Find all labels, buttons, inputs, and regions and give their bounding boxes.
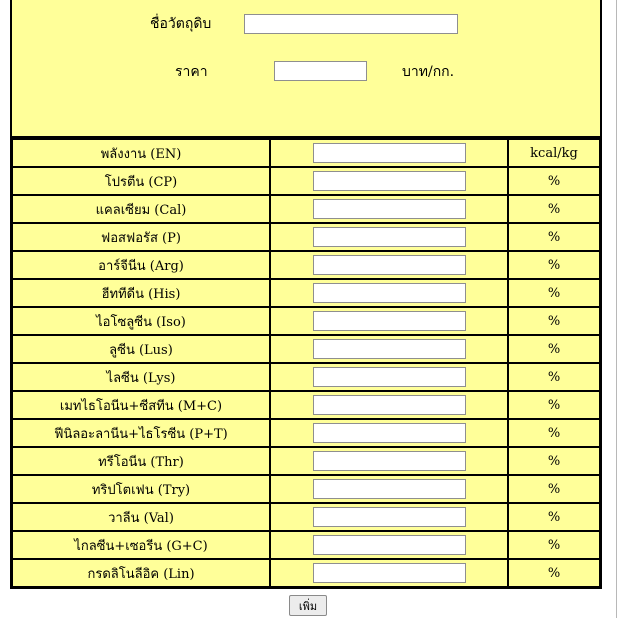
nutrient-input-cell — [270, 559, 508, 587]
nutrient-row — [12, 531, 600, 559]
nutrient-input-cell — [270, 167, 508, 195]
nutrient-value-input[interactable] — [313, 171, 466, 191]
nutrient-unit: kcal/kg — [508, 139, 600, 167]
nutrient-table — [10, 137, 602, 589]
nutrient-row — [12, 251, 600, 279]
nutrient-row — [12, 279, 600, 307]
nutrient-input-cell — [270, 139, 508, 167]
nutrient-label: ฟีนิลอะลานีน+ไธโรซีน (P+T) — [12, 419, 270, 447]
window-edge — [616, 0, 617, 618]
nutrient-unit: % — [508, 475, 600, 503]
nutrient-row — [12, 503, 600, 531]
nutrient-label: ฟอสฟอรัส (P) — [12, 223, 270, 251]
nutrient-label: ไกลซีน+เซอรีน (G+C) — [12, 531, 270, 559]
nutrient-input-cell — [270, 447, 508, 475]
price-label: ราคา — [175, 64, 208, 80]
nutrient-value-input[interactable] — [313, 339, 466, 359]
nutrient-value-input[interactable] — [313, 199, 466, 219]
nutrient-label: ทริปโตเฟน (Try) — [12, 475, 270, 503]
nutrient-label: วาลีน (Val) — [12, 503, 270, 531]
nutrient-row — [12, 475, 600, 503]
nutrient-label: กรดลิโนลีอิค (Lin) — [12, 559, 270, 587]
nutrient-label: ทรีโอนีน (Thr) — [12, 447, 270, 475]
nutrient-unit: % — [508, 363, 600, 391]
nutrient-unit: % — [508, 419, 600, 447]
nutrient-label: ลูซีน (Lus) — [12, 335, 270, 363]
nutrient-value-input[interactable] — [313, 283, 466, 303]
nutrient-value-input[interactable] — [313, 367, 466, 387]
nutrient-row — [12, 447, 600, 475]
nutrient-unit: % — [508, 335, 600, 363]
material-name-label: ชื่อวัตถุดิบ — [150, 16, 212, 32]
nutrient-input-cell — [270, 531, 508, 559]
nutrient-row — [12, 167, 600, 195]
material-name-input[interactable] — [244, 14, 458, 34]
nutrient-input-cell — [270, 503, 508, 531]
nutrient-value-input[interactable] — [313, 451, 466, 471]
nutrient-unit: % — [508, 167, 600, 195]
nutrient-label: แคลเซียม (Cal) — [12, 195, 270, 223]
nutrient-input-cell — [270, 391, 508, 419]
nutrient-value-input[interactable] — [313, 507, 466, 527]
nutrient-value-input[interactable] — [313, 311, 466, 331]
material-header-panel — [10, 0, 602, 138]
nutrient-input-cell — [270, 279, 508, 307]
nutrient-input-cell — [270, 475, 508, 503]
nutrient-row — [12, 195, 600, 223]
nutrient-unit: % — [508, 447, 600, 475]
nutrient-input-cell — [270, 307, 508, 335]
nutrient-input-cell — [270, 419, 508, 447]
nutrient-value-input[interactable] — [313, 255, 466, 275]
nutrient-value-input[interactable] — [313, 227, 466, 247]
nutrient-input-cell — [270, 251, 508, 279]
nutrient-unit: % — [508, 503, 600, 531]
nutrient-row — [12, 559, 600, 587]
nutrient-unit: % — [508, 391, 600, 419]
nutrient-input-cell — [270, 223, 508, 251]
nutrient-row — [12, 223, 600, 251]
nutrient-label: ฮีททีดีน (His) — [12, 279, 270, 307]
nutrient-row — [12, 307, 600, 335]
nutrient-row — [12, 335, 600, 363]
nutrient-row — [12, 363, 600, 391]
nutrient-value-input[interactable] — [313, 535, 466, 555]
nutrient-value-input[interactable] — [313, 563, 466, 583]
nutrient-input-cell — [270, 363, 508, 391]
nutrient-unit: % — [508, 559, 600, 587]
nutrient-value-input[interactable] — [313, 395, 466, 415]
nutrient-value-input[interactable] — [313, 479, 466, 499]
nutrient-input-cell — [270, 195, 508, 223]
nutrient-value-input[interactable] — [313, 423, 466, 443]
nutrient-label: เมทไธโอนีน+ซีสทีน (M+C) — [12, 391, 270, 419]
nutrient-label: ไอโซลูซีน (Iso) — [12, 307, 270, 335]
nutrient-label: ไลซีน (Lys) — [12, 363, 270, 391]
nutrient-label: อาร์จีนีน (Arg) — [12, 251, 270, 279]
price-unit-label: บาท/กก. — [402, 64, 455, 80]
nutrient-unit: % — [508, 195, 600, 223]
nutrient-unit: % — [508, 531, 600, 559]
nutrient-unit: % — [508, 307, 600, 335]
nutrient-label: พลังงาน (EN) — [12, 139, 270, 167]
nutrient-unit: % — [508, 251, 600, 279]
add-button[interactable]: เพิ่ม — [289, 595, 327, 616]
nutrient-label: โปรตีน (CP) — [12, 167, 270, 195]
nutrient-unit: % — [508, 279, 600, 307]
price-input[interactable] — [274, 61, 367, 81]
nutrient-row — [12, 391, 600, 419]
nutrient-row — [12, 139, 600, 167]
nutrient-value-input[interactable] — [313, 143, 466, 163]
nutrient-row — [12, 419, 600, 447]
nutrient-input-cell — [270, 335, 508, 363]
nutrient-unit: % — [508, 223, 600, 251]
